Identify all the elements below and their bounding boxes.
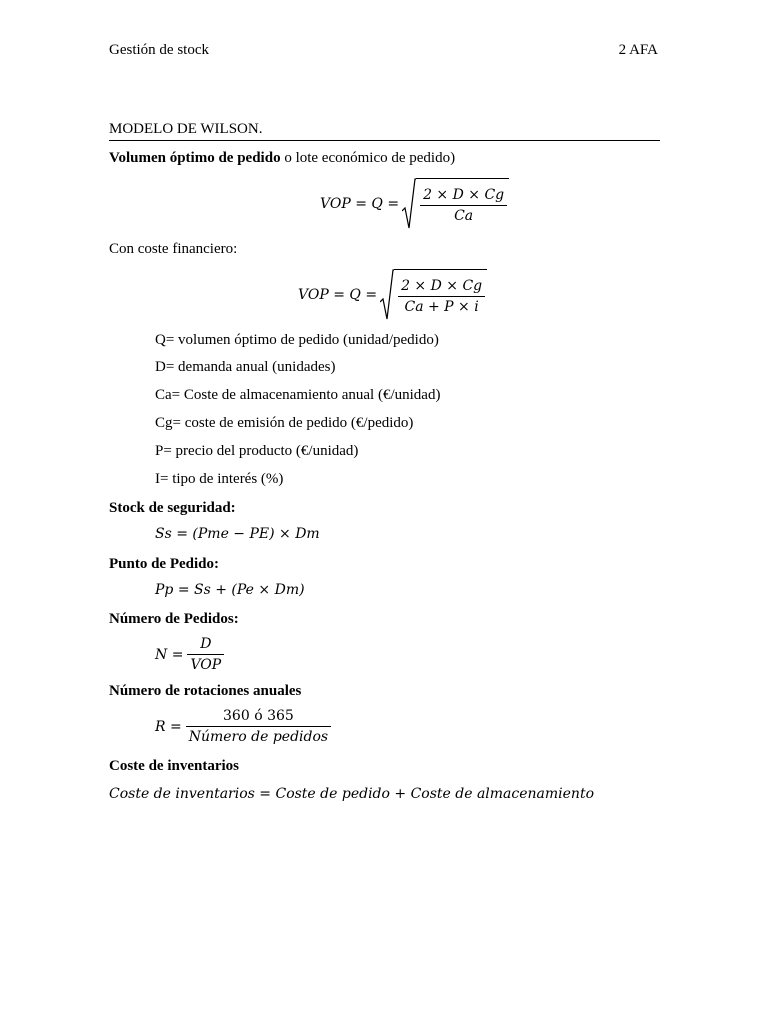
safety-stock-heading: Stock de seguridad: bbox=[109, 500, 236, 516]
safety-stock-formula: Ss = (Pme − PE) × Dm bbox=[155, 526, 320, 542]
header-right: 2 AFA bbox=[618, 42, 658, 58]
rotations-formula bbox=[155, 708, 331, 745]
financial-numerator: 2 × D × Cg bbox=[401, 278, 483, 294]
definition-ca: Ca= Coste de almacenamiento anual (€/unidad) bbox=[155, 387, 441, 403]
rotations-denominator: Número de pedidos bbox=[188, 729, 329, 745]
radical-sign-icon bbox=[402, 178, 416, 230]
radical-sign-icon bbox=[380, 269, 394, 321]
financial-denominator: Ca + P × i bbox=[404, 299, 479, 315]
vop-heading bbox=[109, 149, 455, 168]
financial-label: Con coste financiero: bbox=[109, 241, 238, 257]
vop-formula bbox=[320, 178, 509, 230]
orders-heading: Número de Pedidos: bbox=[109, 611, 239, 627]
orders-formula bbox=[155, 636, 224, 673]
inventory-cost-formula: Coste de inventarios = Coste de pedido + Coste de almacenamiento bbox=[109, 786, 594, 802]
definition-i: I= tipo de interés (%) bbox=[155, 471, 284, 487]
inventory-cost-heading: Coste de inventarios bbox=[109, 758, 239, 774]
definition-cg: Cg= coste de emisión de pedido (€/pedido) bbox=[155, 415, 414, 431]
orders-lhs: N = bbox=[155, 646, 184, 663]
financial-lhs: VOP = Q = bbox=[298, 287, 378, 303]
section-divider bbox=[109, 140, 660, 141]
rotations-heading: Número de rotaciones anuales bbox=[109, 683, 302, 699]
rotations-numerator: 360 ó 365 bbox=[223, 708, 294, 724]
reorder-point-heading: Punto de Pedido: bbox=[109, 556, 220, 572]
financial-formula bbox=[298, 269, 487, 321]
orders-denominator: VOP bbox=[190, 657, 222, 673]
vop-sqrt bbox=[402, 178, 509, 230]
vop-lhs: VOP = Q = bbox=[320, 196, 400, 212]
section-title: MODELO DE WILSON. bbox=[109, 121, 263, 137]
vop-heading-rest: o lote económico de pedido) bbox=[280, 150, 456, 166]
header-left: Gestión de stock bbox=[109, 42, 209, 58]
reorder-point-formula: Pp = Ss + (Pe × Dm) bbox=[155, 582, 305, 598]
orders-numerator: D bbox=[200, 636, 212, 652]
vop-heading-bold: Volumen óptimo de pedido bbox=[109, 150, 281, 166]
rotations-lhs: R = bbox=[155, 718, 182, 735]
vop-numerator: 2 × D × Cg bbox=[423, 187, 505, 203]
rotations-fraction bbox=[186, 708, 331, 745]
vop-denominator: Ca bbox=[454, 208, 474, 224]
orders-fraction bbox=[187, 636, 224, 673]
definition-p: P= precio del producto (€/unidad) bbox=[155, 443, 359, 459]
definition-d: D= demanda anual (unidades) bbox=[155, 359, 336, 375]
financial-sqrt bbox=[380, 269, 487, 321]
definition-q: Q= volumen óptimo de pedido (unidad/pedido) bbox=[155, 332, 439, 348]
